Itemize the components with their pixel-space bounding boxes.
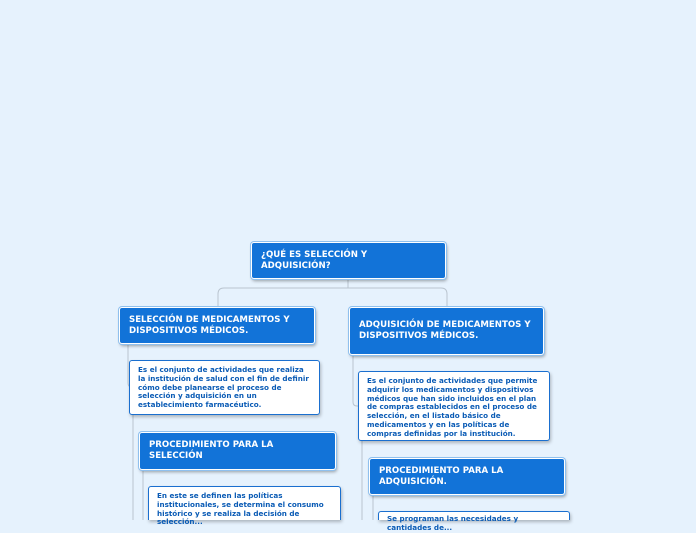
selection-procedure-text: En este se definen las políticas institucionales, se determina el consumo histórico y se realiza la decisión de selección... xyxy=(157,491,324,527)
connector-root-to-left xyxy=(218,278,348,306)
acquisition-procedure-label: PROCEDIMIENTO PARA LA ADQUISICIÓN. xyxy=(379,465,504,487)
selection-procedure-topic[interactable] xyxy=(139,432,336,470)
connector-root-to-right xyxy=(348,288,447,306)
acquisition-procedure-text: Se programan las necesidades y cantidades de... xyxy=(387,514,519,532)
root-topic-label: ¿QUÉ ES SELECCIÓN Y ADQUISICIÓN? xyxy=(261,249,368,271)
acquisition-topic-label: ADQUISICIÓN DE MEDICAMENTOS Y DISPOSITIVOS MÉDICOS. xyxy=(359,320,531,341)
selection-procedure-note[interactable] xyxy=(148,486,341,527)
acquisition-topic[interactable] xyxy=(349,307,544,355)
root-topic[interactable] xyxy=(251,242,446,279)
selection-definition-text: Es el conjunto de actividades que realiza la institución de salud con el fin de definir cómo debe planearse el proceso de selección y adquisición en un establecimiento farmacéutico. xyxy=(138,365,309,410)
acquisition-procedure-topic[interactable] xyxy=(369,458,565,495)
acquisition-procedure-note[interactable] xyxy=(378,511,570,532)
selection-definition-note[interactable] xyxy=(129,360,320,415)
selection-topic-label: SELECCIÓN DE MEDICAMENTOS Y DISPOSITIVOS MÉDICOS. xyxy=(129,314,290,336)
selection-topic[interactable] xyxy=(119,307,315,344)
acquisition-definition-text: Es el conjunto de actividades que permite adquirir los medicamentos y dispositivos médicos que han sido incluidos en el plan de compras establecidos en el proceso de selección, en el listado básico de medicamentos y en las políticas de compras definidas por la institución. xyxy=(367,376,538,438)
acquisition-definition-note[interactable] xyxy=(358,371,550,441)
selection-procedure-label: PROCEDIMIENTO PARA LA SELECCIÓN xyxy=(149,440,274,461)
